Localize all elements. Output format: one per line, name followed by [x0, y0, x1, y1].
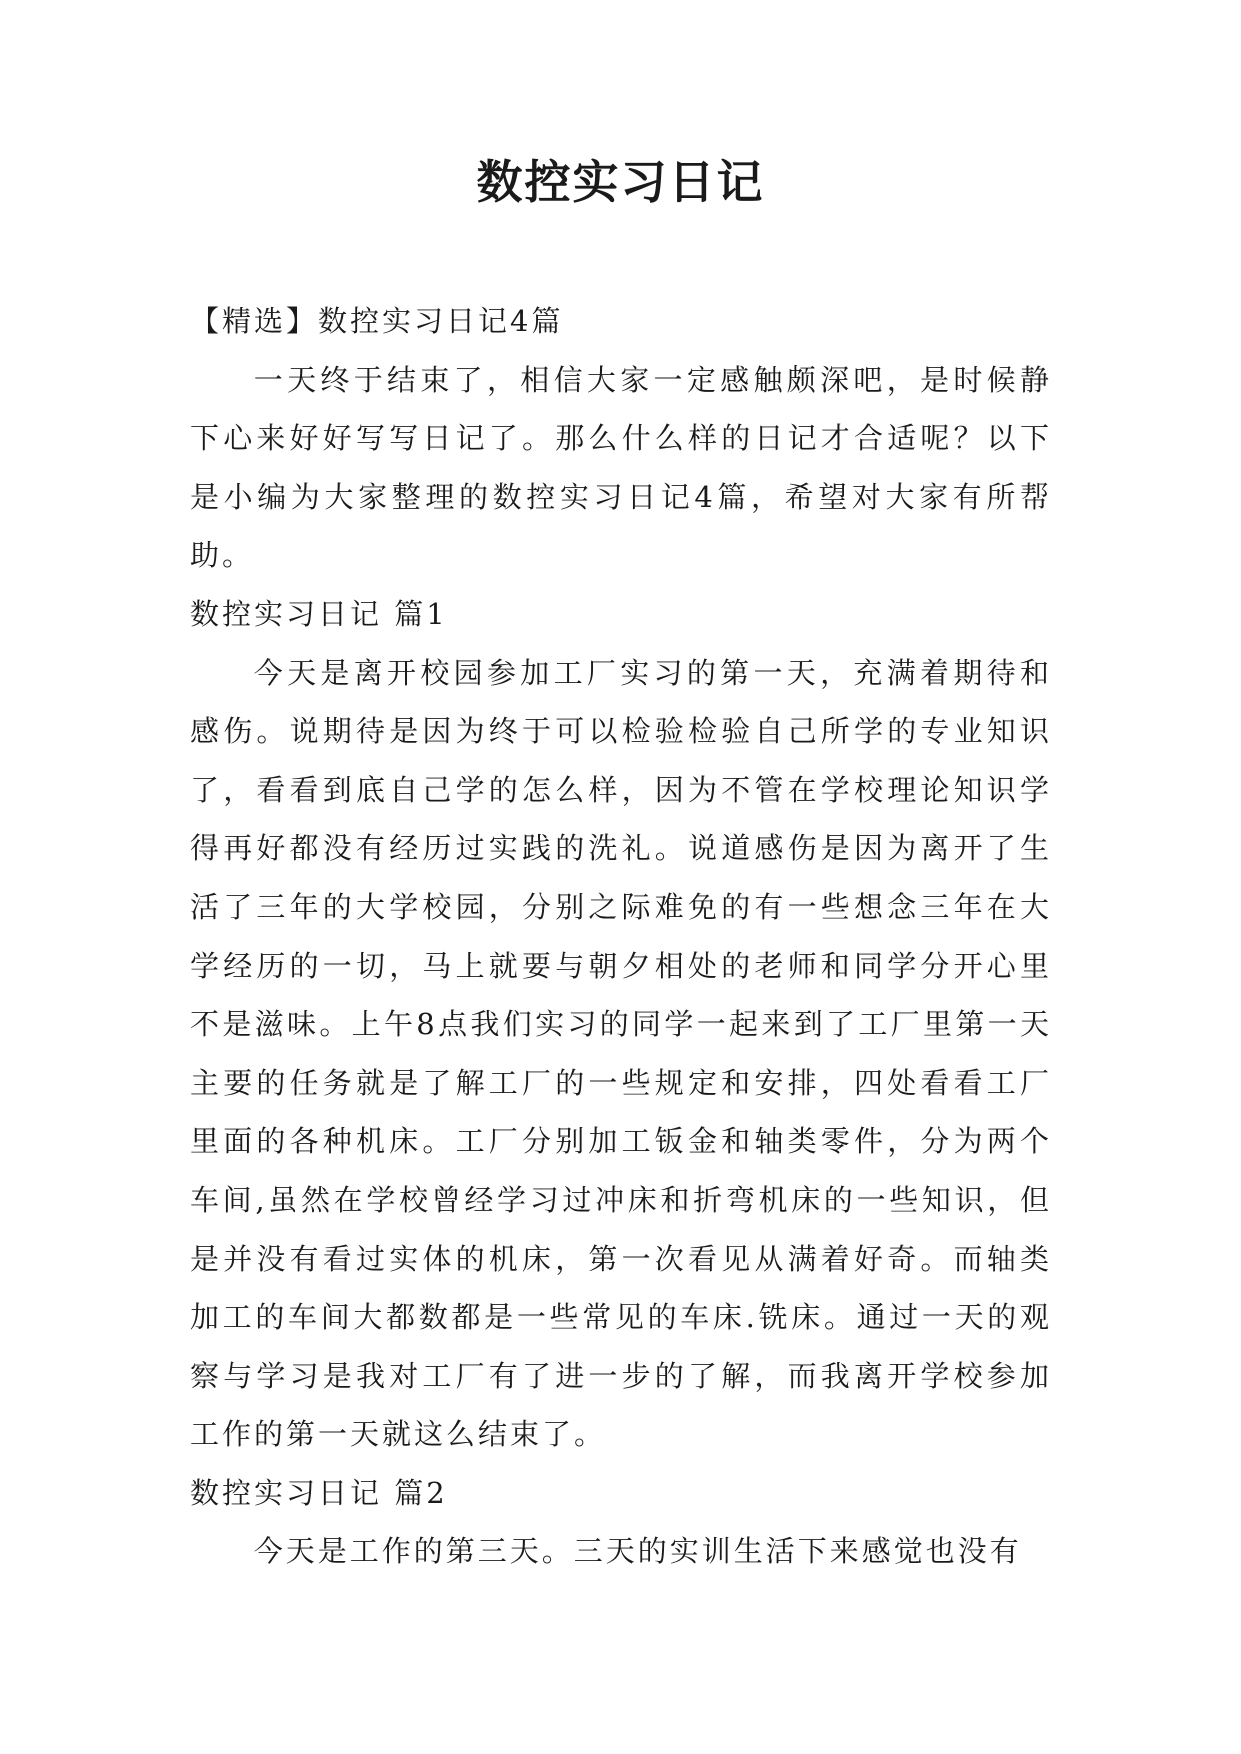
document-body	[190, 292, 1052, 1581]
document-title: 数控实习日记	[476, 155, 765, 209]
section-paragraph-1: 今天是离开校园参加工厂实习的第一天，充满着期待和感伤。说期待是因为终于可以检验检验自己所学的专业知识了，看看到底自己学的怎么样，因为不管在学校理论知识学得再好都没有经历过实践的洗礼。说道感伤是因为离开了生活了三年的大学校园，分别之际难免的有一些想念三年在大学经历的一切，马上就要与朝夕相处的老师和同学分开心里不是滋味。上午8点我们实习的同学一起来到了工厂里第一天主要的任务就是了解工厂的一些规定和安排，四处看看工厂里面的各种机床。工厂分别加工钣金和轴类零件，分为两个车间,虽然在学校曾经学习过冲床和折弯机床的一些知识，但是并没有看过实体的机床，第一次看见从满着好奇。而轴类加工的车间大都数都是一些常见的车床.铣床。通过一天的观察与学习是我对工厂有了进一步的了解，而我离开学校参加工作的第一天就这么结束了。	[190, 655, 1052, 1452]
document-subtitle: 【精选】数控实习日记4篇	[190, 304, 564, 338]
section-heading-2: 数控实习日记 篇2	[190, 1475, 448, 1510]
intro-paragraph: 一天终于结束了，相信大家一定感触颇深吧，是时候静下心来好好写写日记了。那么什么样的日记才合适呢？以下是小编为大家整理的数控实习日记4篇，希望对大家有所帮助。	[190, 362, 1052, 573]
section-heading-1: 数控实习日记 篇1	[190, 596, 448, 631]
section-paragraph-2: 今天是工作的第三天。三天的实训生活下来感觉也没有	[253, 1534, 1022, 1569]
